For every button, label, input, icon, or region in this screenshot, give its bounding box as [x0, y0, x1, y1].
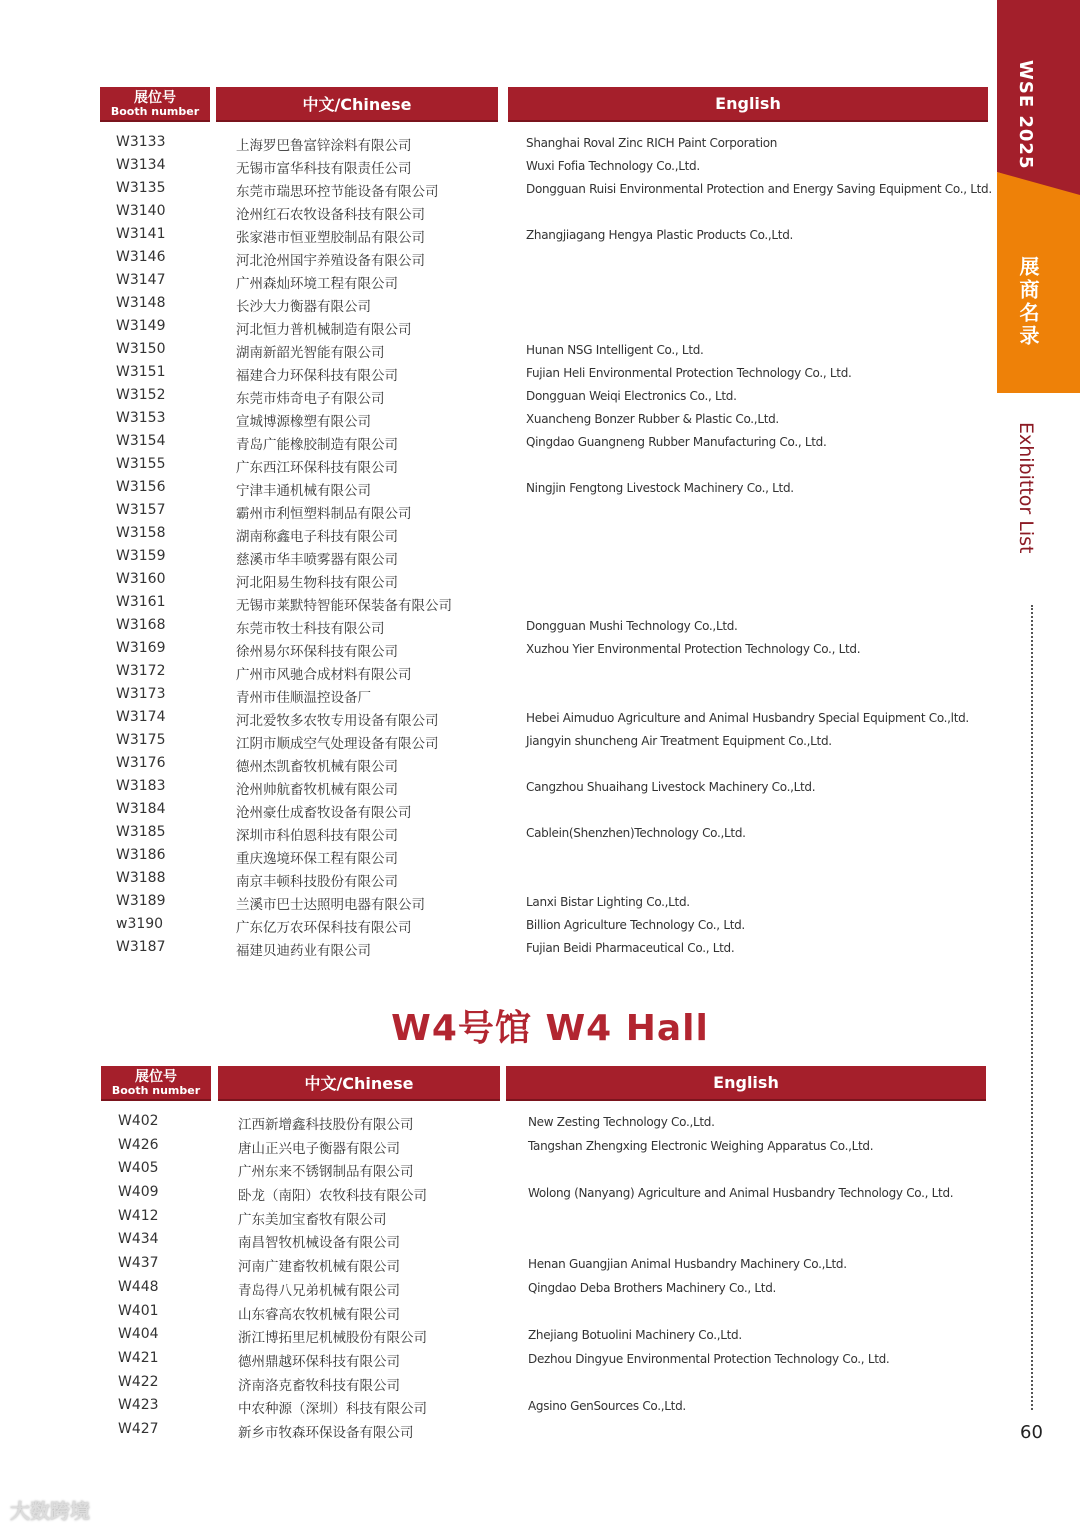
booth-number: W3185	[116, 824, 166, 840]
company-name-zh: 广东西江环保科技有限公司	[236, 460, 398, 476]
company-name-zh: 沧州帅航畜牧机械有限公司	[236, 782, 398, 798]
company-name-zh: 江西新增鑫科技股份有限公司	[238, 1117, 414, 1133]
company-name-zh: 兰溪市巴士达照明电器有限公司	[236, 897, 425, 913]
booth-number: W404	[118, 1326, 159, 1343]
booth-number: W3168	[116, 617, 166, 633]
company-name-zh: 徐州易尔环保科技有限公司	[236, 644, 398, 660]
booth-number: W3173	[116, 686, 166, 702]
company-name-zh: 长沙大力衡器有限公司	[236, 299, 371, 315]
booth-number: W423	[118, 1397, 159, 1414]
booth-number: W3135	[116, 180, 166, 196]
watermark: 大数跨境	[10, 1499, 90, 1523]
table2-body	[2, 1113, 1002, 1445]
company-name-en: Zhangjiagang Hengya Plastic Products Co.,Ltd.	[526, 228, 794, 242]
booth-number: W3169	[116, 640, 166, 656]
company-name-zh: 南昌智牧机械设备有限公司	[238, 1235, 400, 1252]
booth-number: W3155	[116, 456, 166, 472]
sidebar-section-zh: 展商名录	[1016, 256, 1040, 348]
table-row	[0, 295, 1000, 318]
header-english-label: English	[713, 1073, 779, 1092]
table-row	[0, 663, 1000, 686]
table-row	[0, 479, 1000, 502]
company-name-en: Fujian Heli Environmental Protection Technology Co., Ltd.	[526, 366, 852, 380]
header-chinese	[216, 87, 498, 122]
company-name-zh: 无锡市富华科技有限责任公司	[236, 161, 412, 177]
table-row	[0, 203, 1000, 226]
booth-number: W3153	[116, 410, 166, 426]
header-booth	[101, 1066, 211, 1101]
company-name-zh: 广州森灿环境工程有限公司	[236, 276, 398, 292]
table-row	[0, 134, 1000, 157]
company-name-en: Cablein(Shenzhen)Technology Co.,Ltd.	[526, 826, 746, 840]
company-name-zh: 无锡市莱默特智能环保装备有限公司	[236, 598, 452, 614]
company-name-zh: 东莞市瑞思环控节能设备有限公司	[236, 184, 439, 200]
table-row	[0, 916, 1000, 939]
company-name-zh: 唐山正兴电子衡器有限公司	[238, 1140, 400, 1157]
booth-number: W3188	[116, 870, 166, 886]
company-name-en: Dongguan Weiqi Electronics Co., Ltd.	[526, 389, 737, 403]
table-row	[2, 1374, 1002, 1398]
booth-number: W3176	[116, 755, 166, 771]
company-name-en: Lanxi Bistar Lighting Co.,Ltd.	[526, 895, 690, 909]
header-booth-zh: 展位号	[134, 89, 176, 106]
company-name-en: Cangzhou Shuaihang Livestock Machinery Co.,Ltd.	[526, 780, 816, 794]
company-name-zh: 湖南新韶光智能有限公司	[236, 345, 385, 361]
booth-number: W3133	[116, 134, 166, 150]
table-row	[2, 1350, 1002, 1374]
company-name-zh: 上海罗巴鲁富锌涂料有限公司	[236, 138, 412, 154]
company-name-en: Qingdao Guangneng Rubber Manufacturing Co., Ltd.	[526, 435, 827, 449]
company-name-zh: 青州市佳顺温控设备厂	[236, 690, 371, 706]
table-row	[2, 1421, 1002, 1445]
header-booth-en: Booth number	[110, 104, 200, 118]
company-name-zh: 济南洛克畜牧科技有限公司	[238, 1377, 400, 1394]
booth-number: W412	[118, 1207, 159, 1224]
table-row	[0, 387, 1000, 410]
header-chinese-label: 中文/Chinese	[304, 1074, 414, 1093]
booth-number: W3134	[116, 157, 166, 173]
company-name-zh: 山东睿高农牧机械有限公司	[238, 1306, 400, 1323]
company-name-en: Hebei Aimuduo Agriculture and Animal Husbandry Special Equipment Co.,ltd.	[526, 711, 969, 725]
table-row	[2, 1113, 1002, 1137]
company-name-zh: 霸州市利恒塑料制品有限公司	[236, 506, 412, 522]
table-row	[0, 272, 1000, 295]
company-name-en: Wolong (Nanyang) Agriculture and Animal Husbandry Technology Co., Ltd.	[528, 1186, 954, 1201]
table-row	[0, 249, 1000, 272]
header-booth	[100, 87, 210, 122]
table-row	[0, 801, 1000, 824]
booth-number: W3183	[116, 778, 166, 794]
table-row	[0, 824, 1000, 847]
company-name-zh: 深圳市科伯恩科技有限公司	[236, 828, 398, 844]
company-name-zh: 浙江博拓里尼机械股份有限公司	[238, 1330, 427, 1347]
table1-body	[0, 134, 1000, 962]
header-booth-zh: 展位号	[135, 1068, 177, 1085]
booth-number: W421	[118, 1349, 159, 1366]
booth-number: W3149	[116, 318, 166, 334]
table-row	[0, 433, 1000, 456]
table-row	[0, 847, 1000, 870]
company-name-en: Wuxi Fofia Technology Co.,Ltd.	[526, 159, 700, 173]
table-row	[2, 1279, 1002, 1303]
booth-number: W402	[118, 1113, 159, 1129]
table-row	[0, 686, 1000, 709]
table-row	[0, 157, 1000, 180]
company-name-en: Agsino GenSources Co.,Ltd.	[528, 1399, 686, 1414]
company-name-zh: 重庆逸境环保工程有限公司	[236, 851, 398, 867]
company-name-en: Hunan NSG Intelligent Co., Ltd.	[526, 343, 704, 357]
booth-number: W3147	[116, 272, 166, 288]
table-row	[0, 709, 1000, 732]
company-name-zh: 河南广建畜牧机械有限公司	[238, 1259, 400, 1276]
company-name-en: New Zesting Technology Co.,Ltd.	[528, 1115, 715, 1129]
company-name-zh: 广东亿万农环保科技有限公司	[236, 920, 412, 936]
company-name-en: Xuzhou Yier Environmental Protection Technology Co., Ltd.	[526, 642, 861, 656]
booth-number: W3141	[116, 226, 166, 242]
table-row	[0, 318, 1000, 341]
company-name-zh: 福建贝迪药业有限公司	[236, 943, 371, 959]
company-name-zh: 青岛广能橡胶制造有限公司	[236, 437, 398, 453]
table-row	[0, 364, 1000, 387]
table-row	[2, 1160, 1002, 1184]
booth-number: W422	[118, 1373, 159, 1390]
booth-number: W3175	[116, 732, 166, 748]
table-row	[0, 456, 1000, 479]
header-booth-en: Booth number	[111, 1083, 201, 1097]
booth-number: W3160	[116, 571, 166, 587]
table-row	[0, 226, 1000, 249]
header-chinese	[218, 1066, 500, 1101]
booth-number: W401	[118, 1302, 159, 1319]
company-name-zh: 德州鼎越环保科技有限公司	[238, 1353, 400, 1370]
booth-number: W3148	[116, 295, 166, 311]
table-row	[2, 1184, 1002, 1208]
company-name-zh: 新乡市牧森环保设备有限公司	[238, 1424, 414, 1441]
sidebar-red-band	[997, 0, 1080, 200]
company-name-zh: 东莞市炜奇电子有限公司	[236, 391, 385, 407]
table-row	[0, 341, 1000, 364]
header-chinese-label: 中文/Chinese	[302, 95, 412, 114]
company-name-zh: 河北恒力普机械制造有限公司	[236, 322, 412, 338]
header-english-label: English	[715, 94, 781, 113]
table-row	[0, 525, 1000, 548]
booth-number: W3140	[116, 203, 166, 219]
booth-number: W3158	[116, 525, 166, 541]
table-row	[0, 732, 1000, 755]
company-name-zh: 广州东来不锈钢制品有限公司	[238, 1164, 414, 1181]
company-name-zh: 广州市风驰合成材料有限公司	[236, 667, 412, 683]
company-name-zh: 张家港市恒亚塑胶制品有限公司	[236, 230, 425, 246]
booth-number: W3184	[116, 801, 166, 817]
company-name-zh: 河北沧州国宇养殖设备有限公司	[236, 253, 425, 269]
booth-number: W437	[118, 1255, 159, 1272]
booth-number: W3152	[116, 387, 166, 403]
company-name-zh: 慈溪市华丰喷雾器有限公司	[236, 552, 398, 568]
table-row	[0, 180, 1000, 203]
company-name-zh: 沧州豪仕成畜牧设备有限公司	[236, 805, 412, 821]
company-name-en: Tangshan Zhengxing Electronic Weighing Apparatus Co.,Ltd.	[528, 1138, 874, 1153]
table-row	[2, 1137, 1002, 1161]
table-row	[2, 1255, 1002, 1279]
company-name-en: Qingdao Deba Brothers Machinery Co., Ltd.	[528, 1280, 777, 1295]
booth-number: W427	[118, 1420, 159, 1437]
booth-number: W3187	[116, 939, 166, 955]
table-row	[2, 1208, 1002, 1232]
table-row	[0, 617, 1000, 640]
table-row	[0, 410, 1000, 433]
booth-number: W3156	[116, 479, 166, 495]
company-name-zh: 东莞市牧士科技有限公司	[236, 621, 385, 637]
company-name-zh: 宁津丰通机械有限公司	[236, 483, 371, 499]
company-name-en: Ningjin Fengtong Livestock Machinery Co., Ltd.	[526, 481, 794, 495]
table-row	[2, 1303, 1002, 1327]
company-name-en: Dezhou Dingyue Environmental Protection Technology Co., Ltd.	[528, 1351, 890, 1366]
company-name-zh: 青岛得八兄弟机械有限公司	[238, 1282, 400, 1299]
booth-number: W448	[118, 1278, 159, 1295]
header-english	[506, 1066, 986, 1101]
table-row	[2, 1326, 1002, 1350]
booth-number: W3161	[116, 594, 166, 610]
table-row	[2, 1397, 1002, 1421]
hall-title: W4号馆 W4 Hall	[391, 1008, 709, 1049]
sidebar-brand: WSE 2025	[1015, 60, 1036, 170]
table-row	[0, 502, 1000, 525]
table-row	[2, 1231, 1002, 1255]
table-row	[0, 755, 1000, 778]
company-name-en: Dongguan Ruisi Environmental Protection and Energy Saving Equipment Co., Ltd.	[526, 182, 992, 196]
company-name-zh: 广东美加宝畜牧有限公司	[238, 1211, 387, 1228]
company-name-zh: 南京丰顿科技股份有限公司	[236, 874, 398, 890]
booth-number: W3150	[116, 341, 166, 357]
booth-number: W3151	[116, 364, 166, 380]
booth-number: W3172	[116, 663, 166, 679]
table-row	[0, 870, 1000, 893]
booth-number: W409	[118, 1184, 159, 1201]
company-name-zh: 沧州红石农牧设备科技有限公司	[236, 207, 425, 223]
company-name-en: Shanghai Roval Zinc RICH Paint Corporation	[526, 136, 778, 150]
booth-number: W3174	[116, 709, 166, 725]
table-row	[0, 778, 1000, 801]
booth-number: W3157	[116, 502, 166, 518]
company-name-en: Fujian Beidi Pharmaceutical Co., Ltd.	[526, 941, 735, 955]
table-row	[0, 640, 1000, 663]
booth-number: W405	[118, 1160, 159, 1177]
company-name-en: Jiangyin shuncheng Air Treatment Equipment Co.,Ltd.	[526, 734, 832, 748]
company-name-zh: 河北爱牧多农牧专用设备有限公司	[236, 713, 439, 729]
booth-number: W3146	[116, 249, 166, 265]
page-number: 60	[1020, 1422, 1043, 1443]
company-name-zh: 湖南称鑫电子科技有限公司	[236, 529, 398, 545]
table-row	[0, 571, 1000, 594]
sidebar-section-en: Exhibittor List	[1015, 422, 1037, 554]
company-name-zh: 德州杰凯畜牧机械有限公司	[236, 759, 398, 775]
company-name-en: Zhejiang Botuolini Machinery Co.,Ltd.	[528, 1328, 742, 1343]
table-row	[0, 893, 1000, 916]
booth-number: W3189	[116, 893, 166, 909]
header-english	[508, 87, 988, 122]
table-row	[0, 594, 1000, 617]
company-name-zh: 中农种源（深圳）科技有限公司	[238, 1401, 427, 1418]
booth-number: W3159	[116, 548, 166, 564]
company-name-zh: 河北阳易生物科技有限公司	[236, 575, 398, 591]
booth-number: w3190	[116, 916, 164, 932]
company-name-en: Billion Agriculture Technology Co., Ltd.	[526, 918, 745, 932]
booth-number: W3154	[116, 433, 166, 449]
company-name-zh: 福建合力环保科技有限公司	[236, 368, 398, 384]
table-row	[0, 548, 1000, 571]
booth-number: W426	[118, 1136, 159, 1153]
company-name-en: Xuancheng Bonzer Rubber & Plastic Co.,Ltd.	[526, 412, 779, 426]
booth-number: W434	[118, 1231, 159, 1248]
company-name-en: Henan Guangjian Animal Husbandry Machinery Co.,Ltd.	[528, 1257, 847, 1272]
table-row	[0, 939, 1000, 962]
company-name-zh: 宣城博源橡塑有限公司	[236, 414, 371, 430]
company-name-zh: 江阴市顺成空气处理设备有限公司	[236, 736, 439, 752]
company-name-zh: 卧龙（南阳）农牧科技有限公司	[238, 1188, 427, 1205]
booth-number: W3186	[116, 847, 166, 863]
company-name-en: Dongguan Mushi Technology Co.,Ltd.	[526, 619, 738, 633]
